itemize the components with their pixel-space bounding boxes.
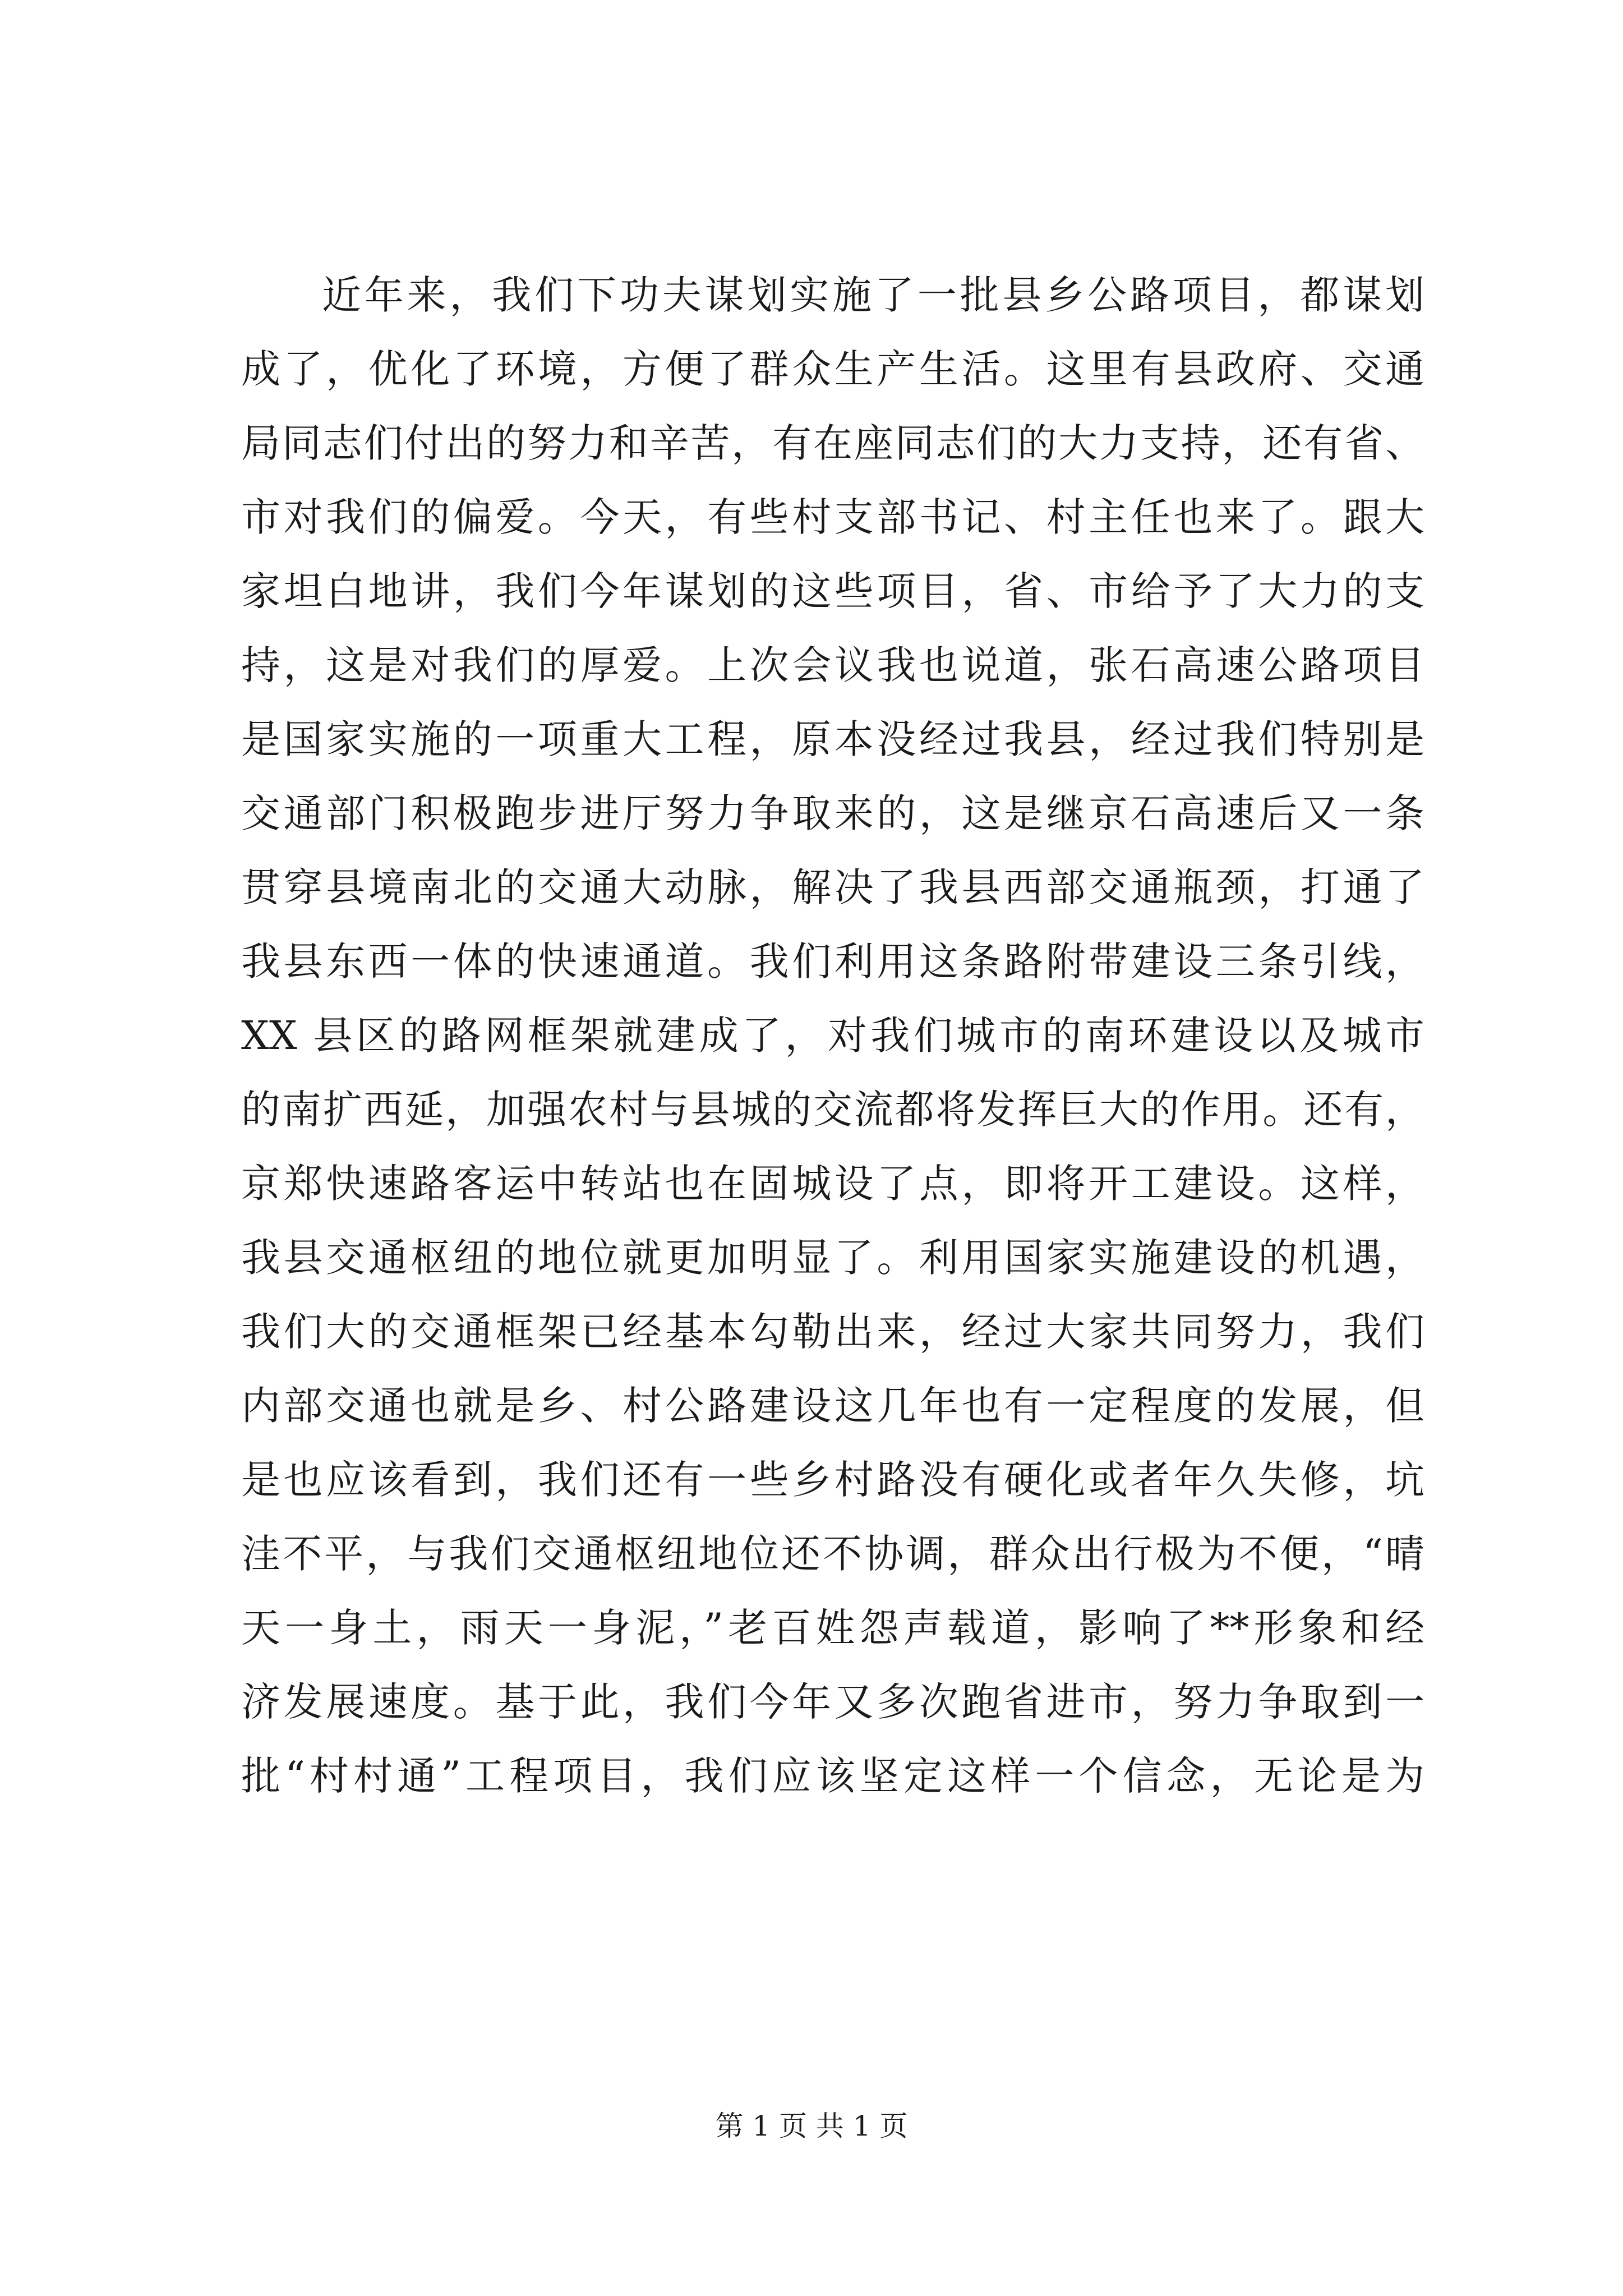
text-line: 内部交通也就是乡、村公路建设这几年也有一定程度的发展，但 <box>241 1383 1424 1429</box>
body-paragraph <box>241 258 1424 1813</box>
page-number: 第 1 页 共 1 页 <box>715 2110 908 2142</box>
text-line: 我县交通枢纽的地位就更加明显了。利用国家实施建设的机遇， <box>241 1235 1424 1281</box>
text-line: 持，这是对我们的厚爱。上次会议我也说道，张石高速公路项目 <box>241 642 1424 688</box>
text-line: 我们大的交通框架已经基本勾勒出来，经过大家共同努力，我们 <box>241 1309 1424 1355</box>
text-line: 的南扩西延，加强农村与县城的交流都将发挥巨大的作用。还有， <box>241 1087 1424 1133</box>
text-line: 局同志们付出的努力和辛苦，有在座同志们的大力支持，还有省、 <box>241 420 1424 466</box>
page-footer <box>0 2106 1623 2146</box>
text-line: 交通部门积极跑步进厅努力争取来的，这是继京石高速后又一条 <box>241 790 1424 836</box>
text-line: 天一身土，雨天一身泥，”老百姓怨声载道，影响了**形象和经 <box>241 1605 1424 1651</box>
text-line: 济发展速度。基于此，我们今年又多次跑省进市，努力争取到一 <box>241 1679 1424 1725</box>
text-line: 我县东西一体的快速通道。我们利用这条路附带建设三条引线， <box>241 938 1424 984</box>
text-line: 京郑快速路客运中转站也在固城设了点，即将开工建设。这样， <box>241 1161 1424 1207</box>
text-line: 批“村村通”工程项目，我们应该坚定这样一个信念，无论是为 <box>241 1753 1424 1799</box>
text-line: 家坦白地讲，我们今年谋划的这些项目，省、市给予了大力的支 <box>241 568 1424 614</box>
text-line: 近年来，我们下功夫谋划实施了一批县乡公路项目，都谋划 <box>322 272 1424 318</box>
text-line: 是国家实施的一项重大工程，原本没经过我县，经过我们特别是 <box>241 716 1424 762</box>
text-line: 贯穿县境南北的交通大动脉，解决了我县西部交通瓶颈，打通了 <box>241 864 1424 910</box>
text-line: 是也应该看到，我们还有一些乡村路没有硬化或者年久失修，坑 <box>241 1457 1424 1503</box>
text-line: 洼不平，与我们交通枢纽地位还不协调，群众出行极为不便，“晴 <box>241 1531 1424 1577</box>
text-line: 成了，优化了环境，方便了群众生产生活。这里有县政府、交通 <box>241 346 1424 392</box>
text-line: XX 县区的路网框架就建成了，对我们城市的南环建设以及城市 <box>241 1013 1424 1059</box>
text-line: 市对我们的偏爱。今天，有些村支部书记、村主任也来了。跟大 <box>241 494 1424 540</box>
